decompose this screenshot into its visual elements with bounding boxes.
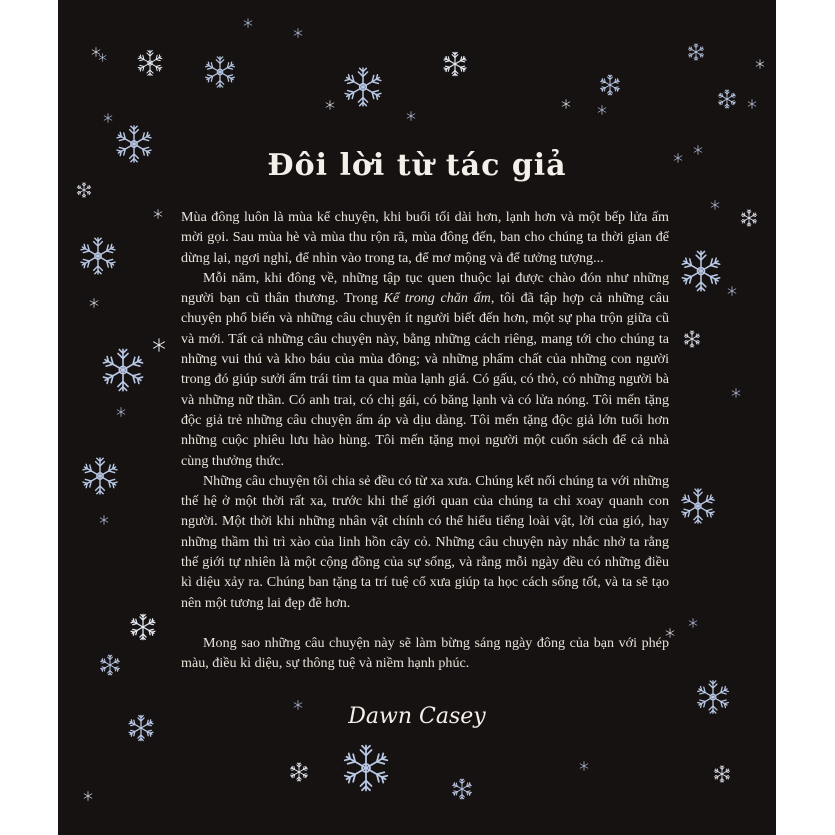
snowflake-icon [713, 765, 731, 783]
snowflake-icon [442, 51, 468, 77]
sparkle-icon [688, 618, 698, 628]
sparkle-icon [727, 286, 737, 296]
paragraph-3 [181, 471, 669, 613]
snowflake-icon [99, 654, 121, 676]
sparkle-icon [116, 407, 126, 417]
snowflake-icon [100, 347, 146, 393]
paragraph-3-text: Những câu chuyện tôi chia sẻ đều có từ xa xưa. Chúng kết nối chúng ta với những thế hệ ở một thời rất xa, trước khi thế giới quan của chúng ta chỉ xoay quanh con người. Một thời khi những nhân vật chính có thể hiểu tiếng loài vật, lời của gió, hay những thầm thì trì xào của linh hồn cây cỏ. Những câu chuyện này nhắc nhở ta rằng thế giới tự nhiên là một cộng đồng của sự sống, và rằng mỗi ngày đều có những điều kì diệu xảy ra. Chúng ban tặng ta trí tuệ cổ xưa giúp ta học cách sống tốt, và ta sẽ tạo nên một tương lai đẹp đẽ hơn. [181, 472, 669, 611]
sparkle-icon [83, 791, 93, 801]
snowflake-icon [679, 487, 717, 525]
snowflake-icon [341, 743, 391, 793]
snowflake-icon [717, 89, 737, 109]
sparkle-icon [152, 338, 166, 352]
paragraph-4 [181, 633, 669, 674]
page-title: Đôi lời từ tác giả [267, 148, 567, 183]
snowflake-icon [683, 330, 701, 348]
snowflake-icon [740, 209, 758, 227]
sparkle-icon [103, 113, 113, 123]
paragraph-2 [181, 268, 669, 471]
paragraph-2-text-b: , tôi đã tập hợp cả những câu chuyện phổ biến và những câu chuyện ít người biết đến hơn, một sự pha trộn giữa cũ và mới. Tất cả những câu chuyện này, bằng những cách riêng, mang tới cho chúng ta những vui thú và kho báu của mùa đông; và những phẩm chất của những con người trong đó giúp sưởi ấm trái tim ta qua mùa lạnh giá. Có gấu, có thỏ, có những người bà và những nữ thần. Có anh trai, có chị gái, có băng lạnh và có lửa nóng. Tôi mến tặng độc giả trẻ những câu chuyện ấm áp và dịu dàng. Tôi mến tặng độc giả lớn tuổi hơn những cuộc phiêu lưu hào hùng. Tôi mến tặng mọi người một cuốn sách để cả nhà cùng thưởng thức. [181, 290, 669, 469]
sparkle-icon [755, 59, 765, 69]
book-page [58, 0, 776, 835]
snowflake-icon [599, 74, 621, 96]
sparkle-icon [89, 298, 99, 308]
snowflake-icon [80, 456, 120, 496]
sparkle-icon [406, 111, 416, 121]
sparkle-icon [731, 388, 741, 398]
snowflake-icon [136, 49, 164, 77]
sparkle-icon [597, 105, 607, 115]
sparkle-icon [325, 100, 335, 110]
snowflake-icon [78, 236, 118, 276]
author-note-body [181, 207, 669, 674]
sparkle-icon [710, 200, 720, 210]
snowflake-icon [289, 762, 309, 782]
snowflake-icon [679, 249, 723, 293]
snowflake-icon [342, 66, 384, 108]
sparkle-icon [99, 515, 109, 525]
paragraph-1 [181, 207, 669, 268]
snowflake-icon [129, 613, 157, 641]
sparkle-icon [153, 209, 163, 219]
author-signature: Dawn Casey [348, 704, 486, 729]
sparkle-icon [91, 47, 101, 57]
sparkle-icon [293, 28, 303, 38]
sparkle-icon [747, 99, 757, 109]
sparkle-icon [243, 18, 253, 28]
snowflake-icon [451, 778, 473, 800]
snowflake-icon [76, 182, 92, 198]
snowflake-icon [687, 43, 705, 61]
paragraph-2-text-a: Mỗi năm, khi đông về, những tập tục quen thuộc lại được chào đón như những người bạn cũ thân thương. Trong [181, 269, 669, 307]
book-title-italic: Kể trong chăn ấm [383, 290, 491, 307]
sparkle-icon [561, 99, 571, 109]
paragraph-1-text: Mùa đông luôn là mùa kể chuyện, khi buổi tối dài hơn, lạnh hơn và một bếp lửa ấm mời gọi. Sau mùa hè và mùa thu rộn rã, mùa đông đến, ban cho chúng ta thời gian để dừng lại, ngơi nghỉ, để nhìn vào trong ta, để mơ mộng và để tưởng tượng... [181, 209, 669, 266]
sparkle-icon [579, 761, 589, 771]
paragraph-4-text: Mong sao những câu chuyện này sẽ làm bừng sáng ngày đông của bạn với phép màu, điều kì diệu, sự thông tuệ và niềm hạnh phúc. [181, 634, 669, 672]
snowflake-icon [203, 55, 237, 89]
